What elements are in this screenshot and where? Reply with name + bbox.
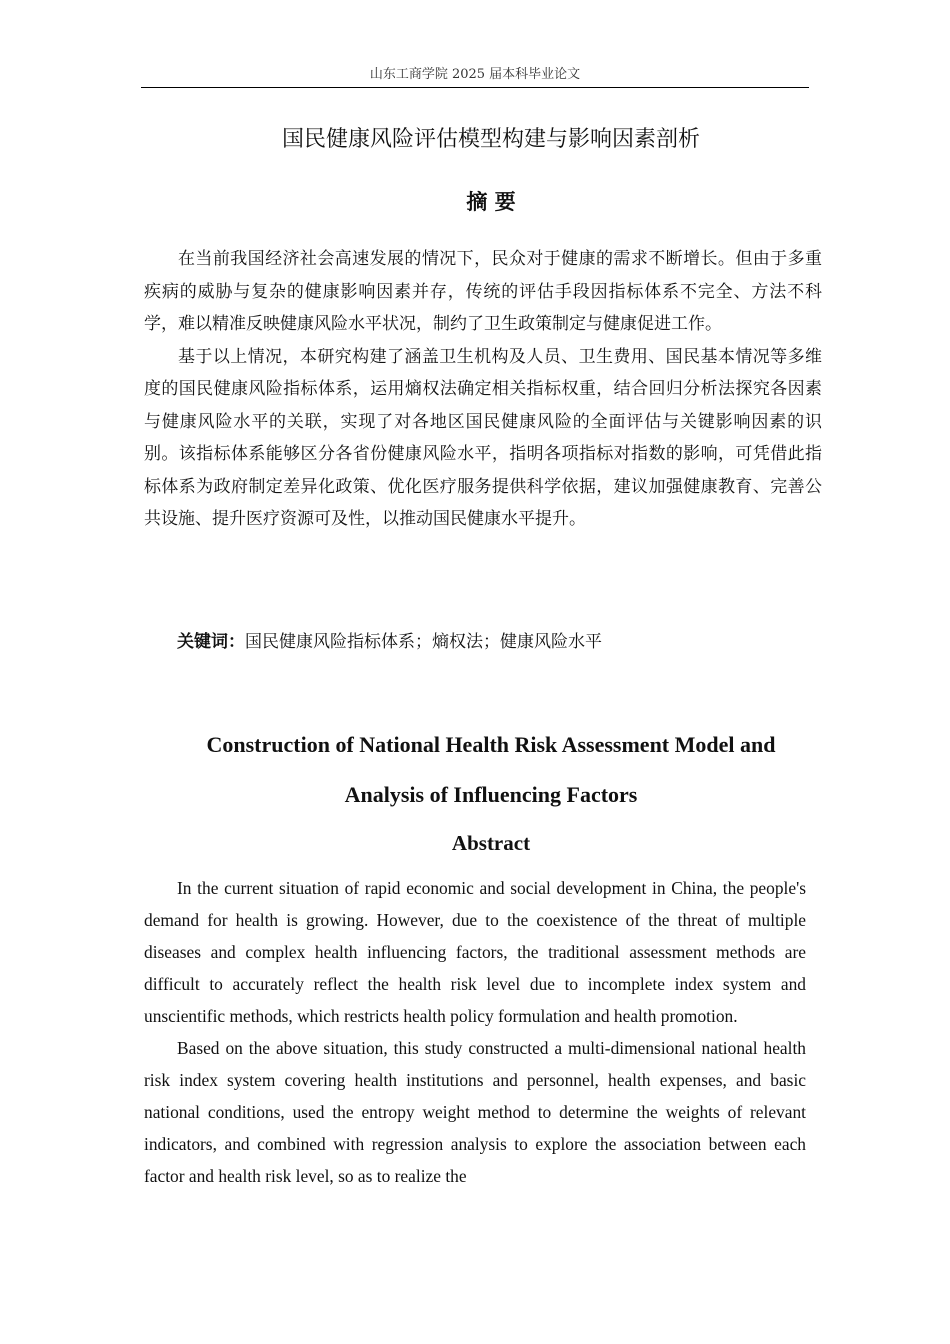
english-abstract-paragraph-1: In the current situation of rapid economic and social development in China, the people's demand for health is growing. However, due to the coexistence of the threat of multiple diseases and complex health influencing factors, the traditional assessment methods are difficult to accurately reflect the health risk level due to incomplete index system and unscientific methods, which restricts health policy formulation and health promotion. bbox=[144, 878, 806, 1026]
chinese-abstract-body bbox=[144, 243, 822, 536]
english-abstract-paragraph-2: Based on the above situation, this study constructed a multi-dimensional national health risk index system covering health institutions and personnel, health expenses, and basic national conditions, used the entropy weight method to determine the weights of relevant indicators, and combined with regression analysis to explore the association between each factor and health risk level, so as to realize the bbox=[144, 1038, 806, 1186]
chinese-abstract-paragraph-2: 基于以上情况，本研究构建了涵盖卫生机构及人员、卫生费用、国民基本情况等多维度的国民健康风险指标体系，运用熵权法确定相关指标权重，结合回归分析法探究各因素与健康风险水平的关联，实现了对各地区国民健康风险的全面评估与关键影响因素的识别。该指标体系能够区分各省份健康风险水平，指明各项指标对指数的影响，可凭借此指标体系为政府制定差异化政策、优化医疗服务提供科学依据，建议加强健康教育、完善公共设施、提升医疗资源可及性，以推动国民健康水平提升。 bbox=[144, 346, 822, 529]
english-title bbox=[141, 720, 841, 820]
header-rule bbox=[141, 87, 809, 88]
english-abstract-heading: Abstract bbox=[451, 831, 531, 855]
chinese-abstract-paragraph-1: 在当前我国经济社会高速发展的情况下，民众对于健康的需求不断增长。但由于多重疾病的威胁与复杂的健康影响因素并存，传统的评估手段因指标体系不完全、方法不科学，难以精准反映健康风险水平状况，制约了卫生政策制定与健康促进工作。 bbox=[144, 249, 822, 334]
chinese-abstract-heading: 摘 要 bbox=[466, 190, 516, 214]
running-header: 山东工商学院 2025 届本科毕业论文 bbox=[369, 67, 581, 82]
chinese-keywords-label: 关键词： bbox=[177, 632, 245, 652]
chinese-title: 国民健康风险评估模型构建与影响因素剖析 bbox=[281, 127, 700, 152]
english-abstract-body bbox=[144, 872, 806, 1192]
chinese-keywords-text: 国民健康风险指标体系；熵权法；健康风险水平 bbox=[245, 632, 602, 652]
english-title-line-1: Construction of National Health Risk Assessment Model and bbox=[206, 732, 776, 757]
english-title-line-2: Analysis of Influencing Factors bbox=[344, 782, 638, 807]
chinese-keywords bbox=[177, 626, 817, 658]
